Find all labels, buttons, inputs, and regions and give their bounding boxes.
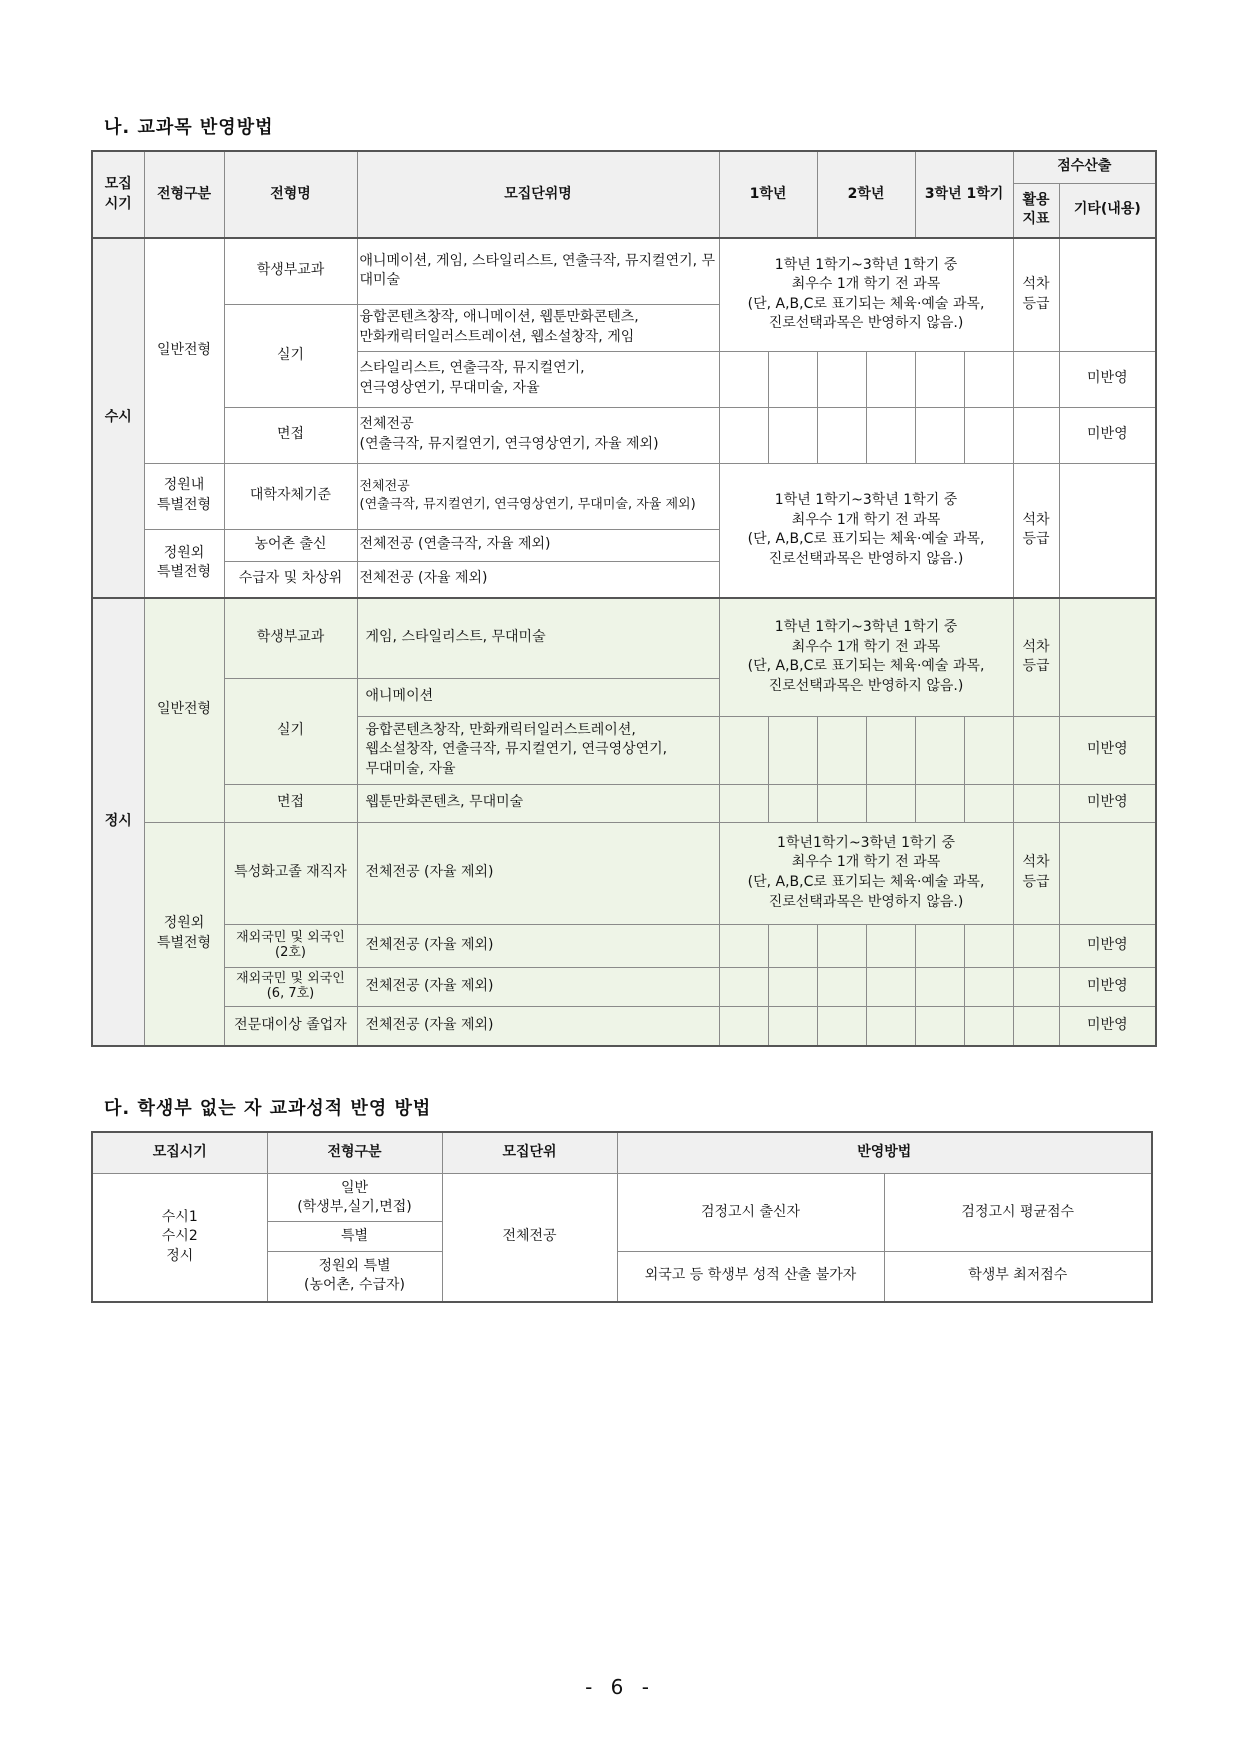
section-title-no-record: 다. 학생부 없는 자 교과성적 반영 방법 (104, 1098, 432, 1119)
empty-cell (768, 1006, 817, 1046)
empty-cell (817, 716, 866, 784)
empty-cell (1013, 967, 1059, 1006)
etc-jeongsi-abroad-67: 미반영 (1059, 967, 1156, 1006)
empty-cell (915, 784, 964, 822)
case2-method-cell: 학생부 최저점수 (884, 1252, 1152, 1302)
name-susi-hakbu: 학생부교과 (224, 238, 357, 304)
units-jeongsi-abroad-2: 전체전공 (자율 제외) (357, 924, 719, 967)
empty-cell (1013, 784, 1059, 822)
empty-cell (817, 1006, 866, 1046)
name-jeongsi-silgi: 실기 (224, 678, 357, 784)
etc-susi-general (1059, 238, 1156, 351)
units-jeongsi-myeonjeop: 웹툰만화콘텐츠, 무대미술 (357, 784, 719, 822)
empty-cell (817, 967, 866, 1006)
empty-cell (915, 716, 964, 784)
name-jeongsi-abroad-67: 재외국민 및 외국인 (6, 7호) (224, 967, 357, 1006)
empty-cell (964, 1006, 1013, 1046)
etc-jeongsi-general (1059, 598, 1156, 716)
name-susi-school-std: 대학자체기준 (224, 463, 357, 529)
header-type: 전형구분 (144, 151, 224, 238)
name-jeongsi-myeonjeop: 면접 (224, 784, 357, 822)
empty-cell (768, 924, 817, 967)
type-jeongsi-general: 일반전형 (144, 598, 224, 822)
type-susi-in-special: 정원내 특별전형 (144, 463, 224, 529)
type-susi-general: 일반전형 (144, 238, 224, 463)
unit-cell: 전체전공 (442, 1174, 617, 1302)
etc-jeongsi-silgi: 미반영 (1059, 716, 1156, 784)
empty-cell (719, 1006, 768, 1046)
units-susi-welfare: 전체전공 (자율 제외) (357, 561, 719, 598)
metric-jeongsi-special: 석차 등급 (1013, 822, 1059, 924)
header-period: 모집 시기 (92, 151, 144, 238)
empty-cell (1013, 924, 1059, 967)
empty-cell (817, 351, 866, 407)
header-score: 점수산출 (1013, 151, 1156, 183)
etc-jeongsi-college-grad: 미반영 (1059, 1006, 1156, 1046)
name-jeongsi-abroad-2: 재외국민 및 외국인 (2호) (224, 924, 357, 967)
etc-susi-silgi: 미반영 (1059, 351, 1156, 407)
units-jeongsi-college-grad: 전체전공 (자율 제외) (357, 1006, 719, 1046)
empty-cell (1013, 407, 1059, 463)
header2-unit: 모집단위 (442, 1132, 617, 1174)
empty-cell (866, 716, 915, 784)
empty-cell (1013, 716, 1059, 784)
empty-cell (866, 407, 915, 463)
empty-cell (915, 967, 964, 1006)
reflect-jeongsi-special: 1학년1학기~3학년 1학기 중 최우수 1개 학기 전 과목 (단, A,B,C로 표기되는 체육·예술 과목, 진로선택과목은 반영하지 않음.) (719, 822, 1013, 924)
units-jeongsi-silgi-1: 애니메이션 (357, 678, 719, 716)
empty-cell (719, 967, 768, 1006)
units-susi-hakbu: 애니메이션, 게임, 스타일리스트, 연출극작, 뮤지컬연기, 무대미술 (357, 238, 719, 304)
empty-cell (964, 784, 1013, 822)
empty-cell (964, 716, 1013, 784)
empty-cell (866, 967, 915, 1006)
reflect-susi-general: 1학년 1학기~3학년 1학기 중 최우수 1개 학기 전 과목 (단, A,B,C로 표기되는 체육·예술 과목, 진로선택과목은 반영하지 않음.) (719, 238, 1013, 351)
empty-cell (915, 351, 964, 407)
empty-cell (768, 407, 817, 463)
units-jeongsi-abroad-67: 전체전공 (자율 제외) (357, 967, 719, 1006)
empty-cell (915, 407, 964, 463)
subject-reflection-table (91, 150, 1157, 1047)
header2-period: 모집시기 (92, 1132, 267, 1174)
no-record-table (91, 1131, 1153, 1303)
era-susi: 수시 (92, 238, 144, 598)
metric-susi-general: 석차 등급 (1013, 238, 1059, 351)
empty-cell (719, 351, 768, 407)
name-jeongsi-special-school: 특성화고졸 재직자 (224, 822, 357, 924)
empty-cell (817, 924, 866, 967)
units-jeongsi-hakbu: 게임, 스타일리스트, 무대미술 (357, 598, 719, 678)
periods-cell: 수시1 수시2 정시 (92, 1174, 267, 1302)
name-susi-welfare: 수급자 및 차상위 (224, 561, 357, 598)
empty-cell (768, 351, 817, 407)
units-susi-silgi-2: 스타일리스트, 연출극작, 뮤지컬연기, 연극영상연기, 무대미술, 자율 (357, 351, 719, 407)
units-susi-silgi-1: 융합콘텐츠창작, 애니메이션, 웹툰만화콘텐츠, 만화캐릭터일러스트레이션, 웹소설창작, 게임 (357, 304, 719, 351)
etc-jeongsi-abroad-2: 미반영 (1059, 924, 1156, 967)
empty-cell (719, 716, 768, 784)
empty-cell (768, 967, 817, 1006)
type-general-cell: 일반 (학생부,실기,면접) (267, 1174, 442, 1222)
empty-cell (915, 1006, 964, 1046)
header-etc: 기타(내용) (1059, 183, 1156, 238)
type-out-cell: 정원외 특별 (농어촌, 수급자) (267, 1252, 442, 1302)
etc-susi-special (1059, 463, 1156, 598)
empty-cell (768, 784, 817, 822)
etc-susi-myeonjeop: 미반영 (1059, 407, 1156, 463)
empty-cell (719, 407, 768, 463)
etc-jeongsi-special (1059, 822, 1156, 924)
name-susi-silgi: 실기 (224, 304, 357, 407)
empty-cell (817, 407, 866, 463)
empty-cell (964, 351, 1013, 407)
type-susi-out-special: 정원외 특별전형 (144, 529, 224, 598)
empty-cell (866, 784, 915, 822)
reflect-jeongsi-general: 1학년 1학기~3학년 1학기 중 최우수 1개 학기 전 과목 (단, A,B,C로 표기되는 체육·예술 과목, 진로선택과목은 반영하지 않음.) (719, 598, 1013, 716)
name-jeongsi-college-grad: 전문대이상 졸업자 (224, 1006, 357, 1046)
case1-cell: 검정고시 출신자 (617, 1174, 884, 1252)
metric-jeongsi-general: 석차 등급 (1013, 598, 1059, 716)
header-name: 전형명 (224, 151, 357, 238)
header-unit: 모집단위명 (357, 151, 719, 238)
empty-cell (768, 716, 817, 784)
empty-cell (915, 924, 964, 967)
era-jeongsi: 정시 (92, 598, 144, 1046)
page-number: - 6 - (585, 1675, 655, 1699)
units-susi-school-std: 전체전공 (연출극작, 뮤지컬연기, 연극영상연기, 무대미술, 자율 제외) (357, 463, 719, 529)
empty-cell (964, 967, 1013, 1006)
empty-cell (1013, 351, 1059, 407)
case2-cell: 외국고 등 학생부 성적 산출 불가자 (617, 1252, 884, 1302)
units-jeongsi-special-school: 전체전공 (자율 제외) (357, 822, 719, 924)
type-jeongsi-out-special: 정원외 특별전형 (144, 822, 224, 1046)
header2-method: 반영방법 (617, 1132, 1152, 1174)
empty-cell (964, 407, 1013, 463)
name-jeongsi-hakbu: 학생부교과 (224, 598, 357, 678)
name-susi-myeonjeop: 면접 (224, 407, 357, 463)
name-susi-farm: 농어촌 출신 (224, 529, 357, 561)
empty-cell (719, 784, 768, 822)
reflect-susi-special: 1학년 1학기~3학년 1학기 중 최우수 1개 학기 전 과목 (단, A,B,C로 표기되는 체육·예술 과목, 진로선택과목은 반영하지 않음.) (719, 463, 1013, 598)
type-special-cell: 특별 (267, 1222, 442, 1252)
header-year3: 3학년 1학기 (915, 151, 1013, 238)
section-title-subject-reflection: 나. 교과목 반영방법 (104, 117, 274, 138)
empty-cell (964, 924, 1013, 967)
empty-cell (1013, 1006, 1059, 1046)
etc-jeongsi-myeonjeop: 미반영 (1059, 784, 1156, 822)
empty-cell (817, 784, 866, 822)
metric-susi-special: 석차 등급 (1013, 463, 1059, 598)
case1-method-cell: 검정고시 평균점수 (884, 1174, 1152, 1252)
empty-cell (866, 1006, 915, 1046)
header2-type: 전형구분 (267, 1132, 442, 1174)
empty-cell (866, 351, 915, 407)
empty-cell (719, 924, 768, 967)
units-susi-farm: 전체전공 (연출극작, 자율 제외) (357, 529, 719, 561)
units-jeongsi-silgi-2: 융합콘텐츠창작, 만화캐릭터일러스트레이션, 웹소설창작, 연출극작, 뮤지컬연기, 연극영상연기, 무대미술, 자율 (357, 716, 719, 784)
header-year2: 2학년 (817, 151, 915, 238)
header-metric: 활용 지표 (1013, 183, 1059, 238)
units-susi-myeonjeop: 전체전공 (연출극작, 뮤지컬연기, 연극영상연기, 자율 제외) (357, 407, 719, 463)
empty-cell (866, 924, 915, 967)
header-year1: 1학년 (719, 151, 817, 238)
